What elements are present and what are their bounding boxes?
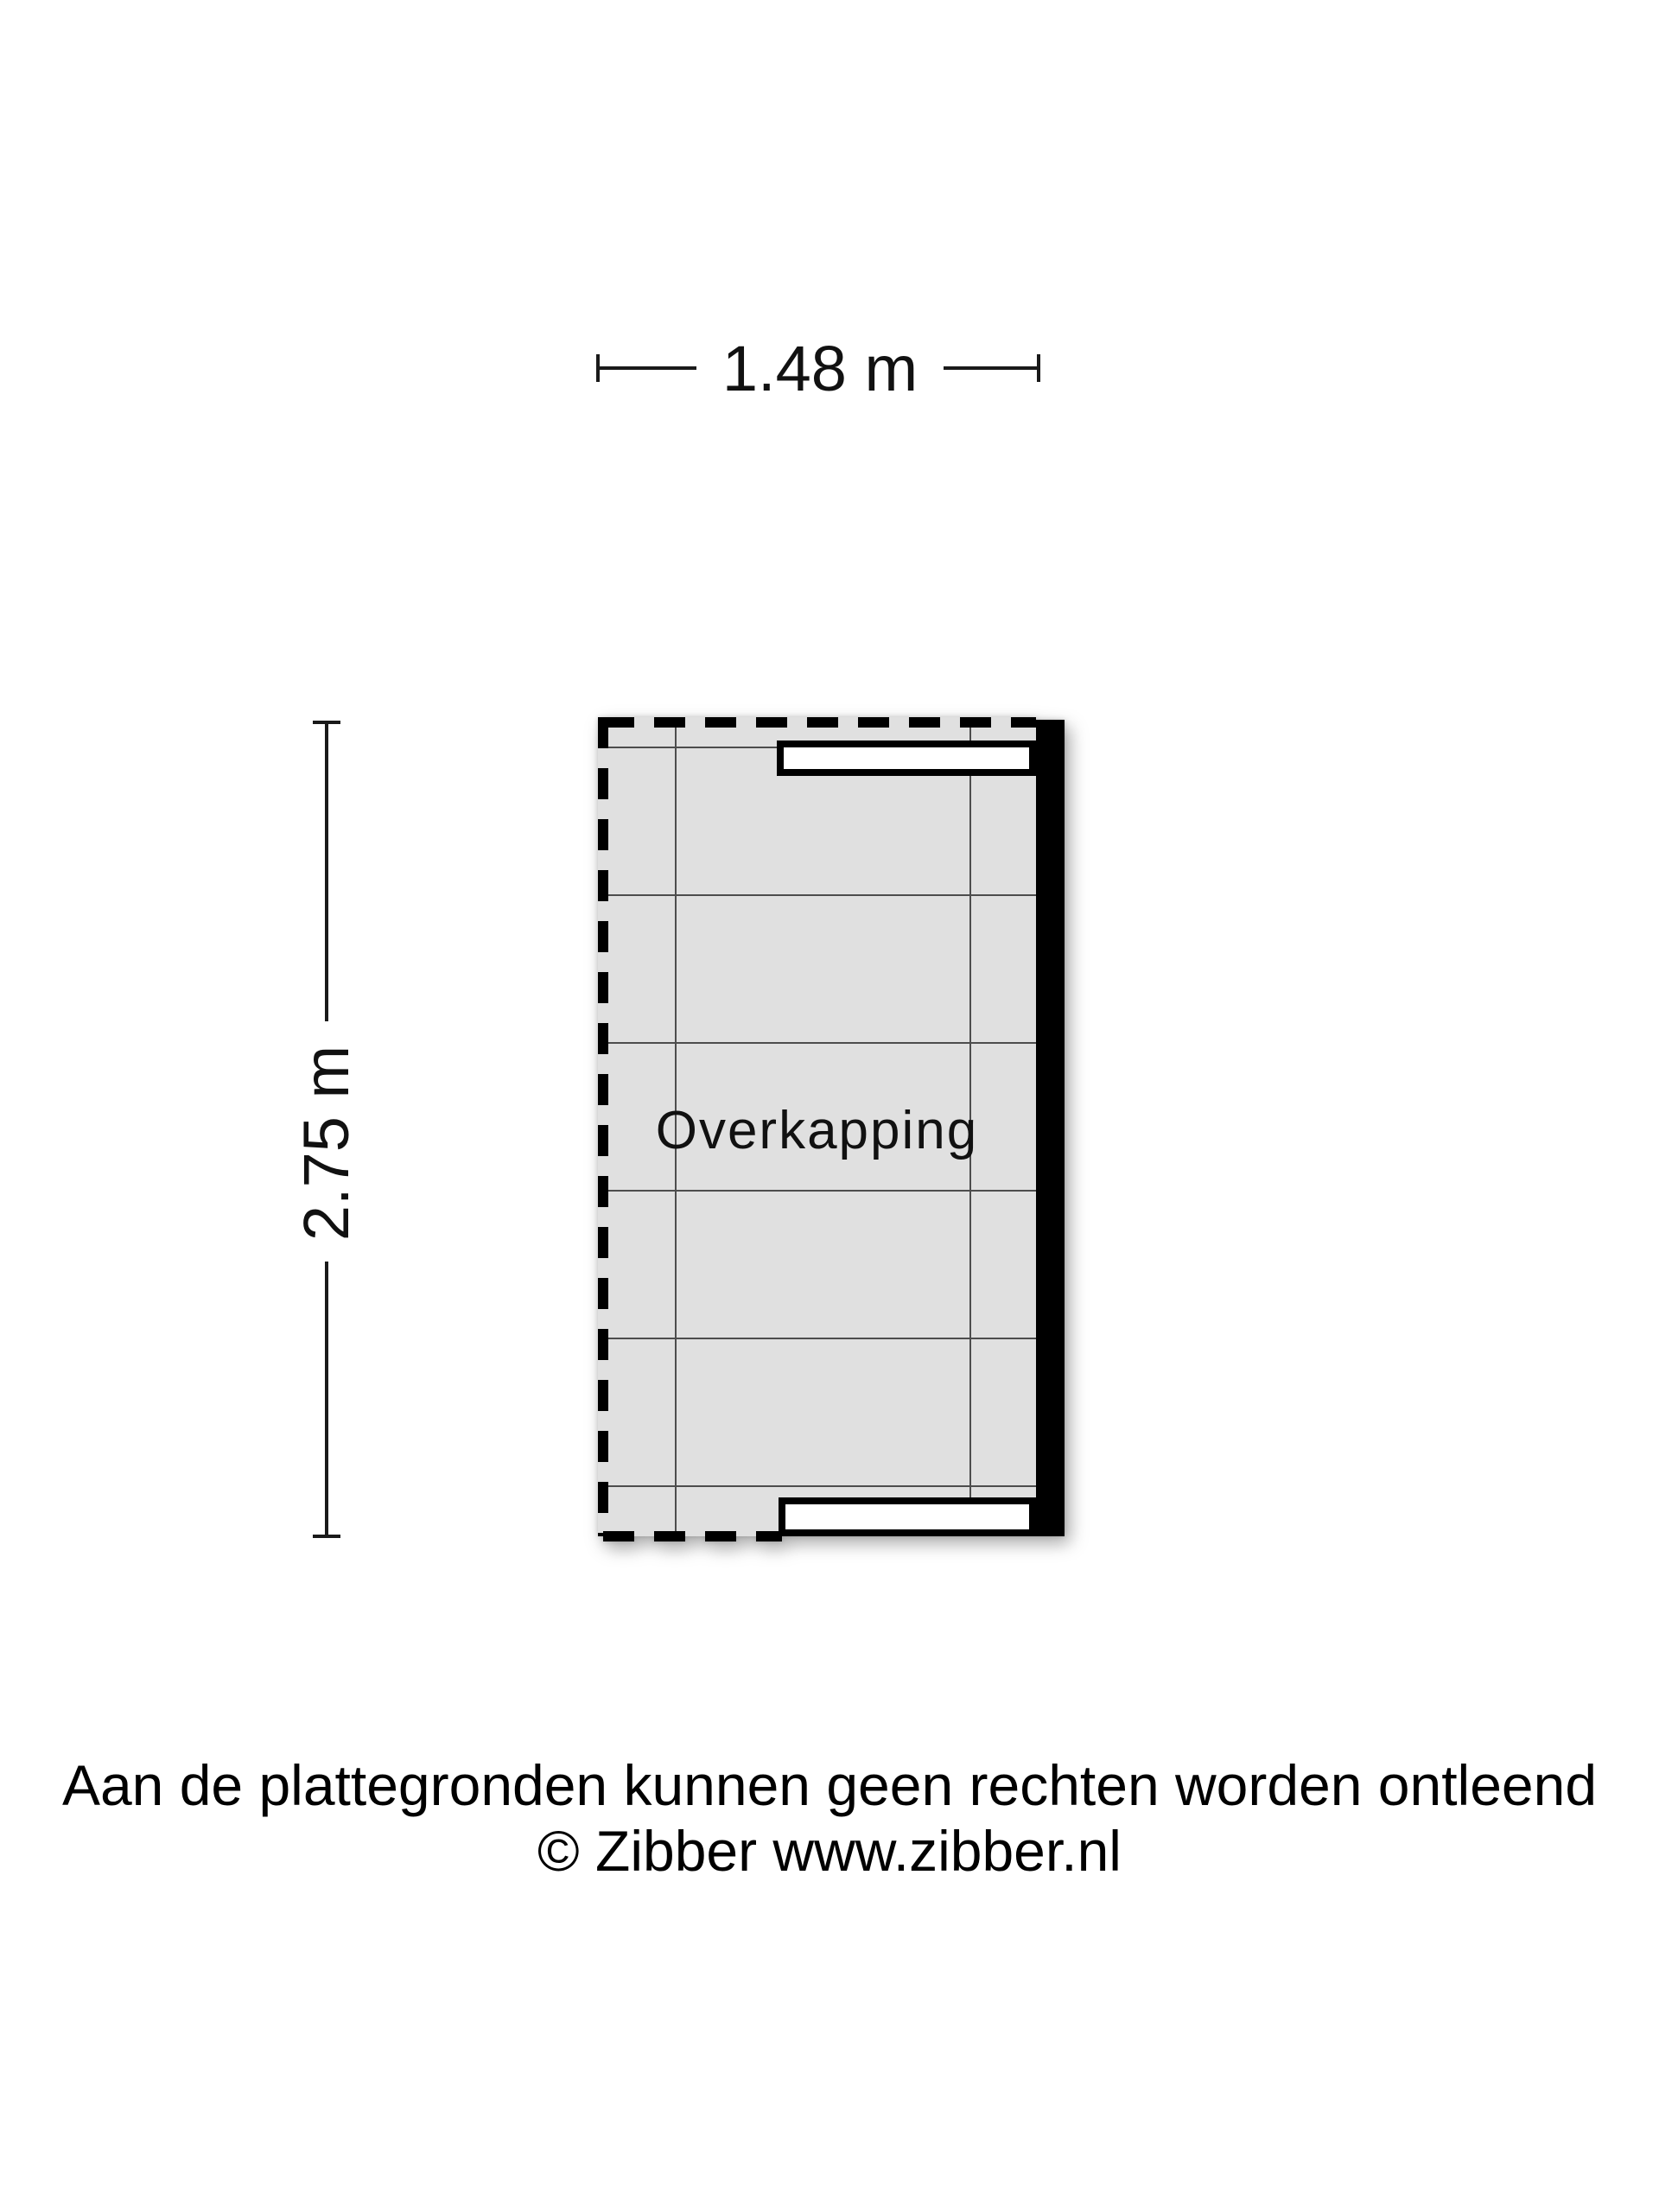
depth-dimension-bottom-tick [313,1535,340,1538]
width-dimension-right-line [944,366,1039,370]
room-label: Overkapping [655,1101,979,1160]
footer-disclaimer: Aan de plattegronden kunnen geen rechten worden ontleend [61,1753,1598,1817]
right-wall [1036,720,1065,1536]
depth-dimension-top-line [325,722,328,1021]
footer [0,1752,1659,1884]
width-dimension-label: 1.48 m [721,333,918,404]
depth-dimension-bottom-line [325,1262,328,1536]
footer-copyright: © Zibber www.zibber.nl [537,1819,1122,1883]
depth-dimension-label: 2.75 m [290,1045,362,1242]
top-beam [780,744,1033,772]
bottom-beam [782,1501,1033,1533]
width-dimension-right-tick [1037,354,1040,382]
width-dimension-left-line [598,366,696,370]
